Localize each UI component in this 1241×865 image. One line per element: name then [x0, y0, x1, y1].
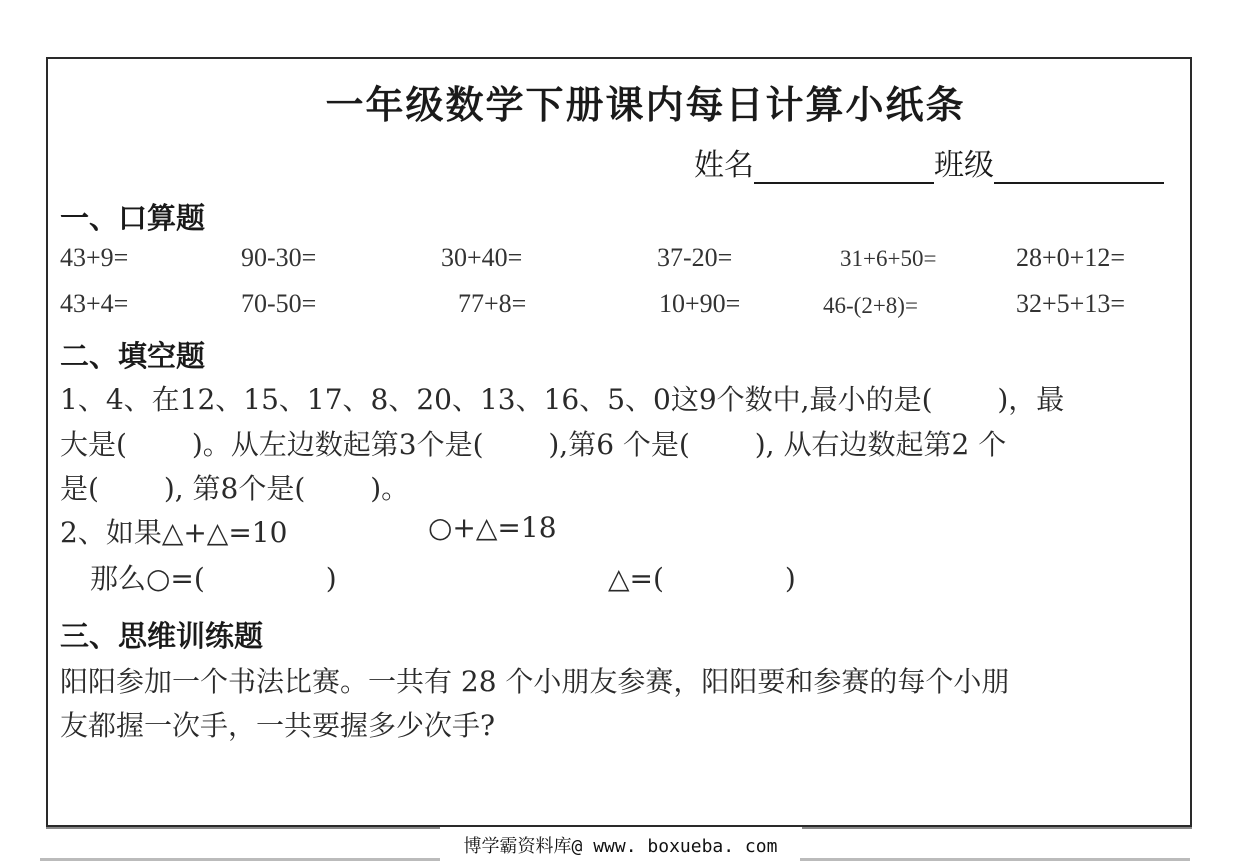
name-class-bar [694, 140, 1164, 184]
section3-heading: 三、思维训练题 [60, 619, 264, 653]
calc-item: 37-20= [657, 243, 733, 272]
calc-item: 70-50= [241, 289, 317, 318]
bottom-edge-left [40, 858, 440, 861]
calc-item: 31+6+50= [840, 246, 937, 271]
class-label: 班级 [934, 148, 994, 183]
fill-q1-line3: 是( ), 第8个是( )。 [60, 472, 410, 505]
worksheet-title: 一年级数学下册课内每日计算小纸条 [325, 83, 966, 127]
calc-item: 90-30= [241, 243, 317, 272]
footer-watermark: 博学霸资料库@ www. boxueba. com [463, 836, 778, 857]
fill-q2-condition2: ○+△=18 [428, 511, 557, 544]
name-blank[interactable] [754, 154, 934, 184]
fill-q1-line1: 1、4、在12、15、17、8、20、13、16、5、0这9个数中,最小的是( )，最 [60, 383, 1065, 416]
calc-item: 77+8= [458, 289, 527, 318]
fill-q1-line2: 大是( )。从左边数起第3个是( ),第6 个是( ), 从右边数起第2 个 [60, 428, 1007, 461]
fill-q2-answer-triangle: △=( ) [608, 562, 796, 595]
calc-item: 46-(2+8)= [823, 293, 918, 318]
section1-heading: 一、口算题 [60, 201, 206, 235]
calc-item: 30+40= [441, 243, 523, 272]
class-blank[interactable] [994, 154, 1164, 184]
footer-rule-right [802, 827, 1192, 829]
calc-item: 28+0+12= [1016, 243, 1125, 272]
fill-q2-condition1: 2、如果△+△=10 [60, 516, 288, 549]
thinking-problem-line2: 友都握一次手，一共要握多少次手? [60, 709, 496, 742]
section2-heading: 二、填空题 [60, 339, 206, 373]
name-label: 姓名 [694, 148, 754, 183]
calc-item: 43+4= [60, 289, 129, 318]
calc-item: 10+90= [659, 289, 741, 318]
calc-item: 32+5+13= [1016, 289, 1125, 318]
calc-item: 43+9= [60, 243, 129, 272]
footer-rule-left [46, 827, 440, 829]
bottom-edge-right [800, 858, 1190, 861]
thinking-problem-line1: 阳阳参加一个书法比赛。一共有 28 个小朋友参赛，阳阳要和参赛的每个小朋 [60, 665, 1010, 698]
fill-q2-answer-circle: 那么○=( ) [90, 562, 337, 595]
